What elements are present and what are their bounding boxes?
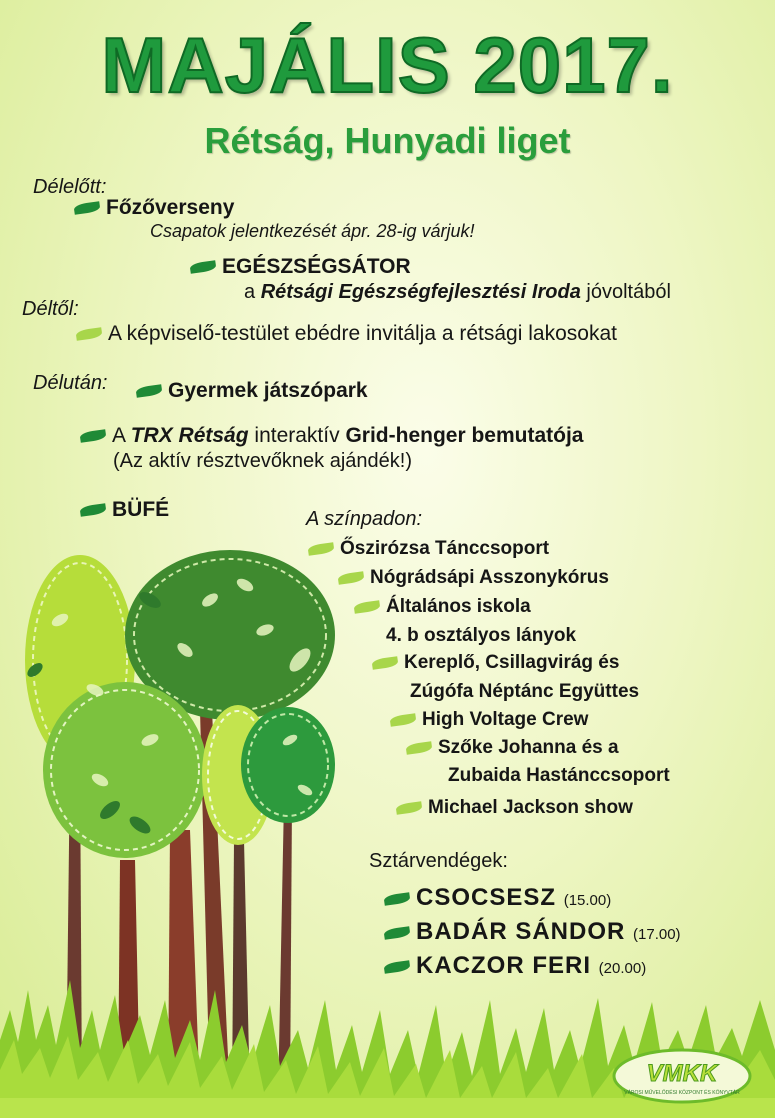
- leaf-bullet-icon: [79, 430, 106, 444]
- program-item-playground: [136, 379, 368, 403]
- page-subtitle: Rétság, Hunyadi liget: [204, 120, 571, 161]
- program-note-health-tent: [244, 281, 671, 304]
- stage-item-label: Kereplő, Csillagvirág és: [404, 652, 620, 673]
- logo-caption: VÁROSI MŰVELŐDÉSI KÖZPONT ÉS KÖNYVTÁR: [624, 1090, 740, 1096]
- stage-item-label: Michael Jackson show: [428, 797, 633, 818]
- vmkk-logo: [612, 1048, 752, 1104]
- note-text: a: [244, 281, 256, 303]
- program-item-label: EGÉSZSÉGSÁTOR: [222, 255, 411, 278]
- leaf-bullet-icon: [135, 385, 162, 399]
- star-guest-name: KACZOR FERI: [416, 952, 591, 979]
- leaf-bullet-icon: [389, 713, 416, 727]
- program-item-lunch: [76, 322, 617, 346]
- stage-item-label: Nógrádsápi Asszonykórus: [370, 567, 609, 588]
- stage-item-continued: Zubaida Hastánccsoport: [448, 765, 670, 786]
- leaf-bullet-icon: [383, 892, 410, 906]
- star-guest: [384, 884, 611, 912]
- stage-item-continued: 4. b osztályos lányok: [386, 625, 577, 646]
- leaf-bullet-icon: [395, 801, 422, 815]
- section-label-morning: Délelőtt:: [33, 176, 107, 198]
- trx-text: interaktív: [254, 424, 340, 447]
- leaf-bullet-icon: [405, 741, 432, 755]
- program-item-label: Gyermek játszópark: [168, 379, 368, 402]
- leaf-bullet-icon: [73, 202, 100, 216]
- program-item-label: A képviselő-testület ebédre invitálja a rétsági lakosokat: [108, 322, 617, 345]
- star-guest-name: BADÁR SÁNDOR: [416, 918, 626, 945]
- stage-item-label: Őszirózsa Tánccsoport: [340, 538, 550, 559]
- trx-demo: Grid-henger bemutatója: [345, 424, 584, 447]
- star-guest-time: (15.00): [563, 892, 612, 909]
- program-item-health-tent: [190, 255, 411, 279]
- leaf-bullet-icon: [189, 261, 216, 275]
- program-item-label: BÜFÉ: [112, 498, 170, 521]
- leaf-bullet-icon: [75, 328, 102, 342]
- leaf-bullet-icon: [79, 504, 106, 518]
- trx-text: A: [112, 424, 125, 447]
- trx-name: TRX Rétság: [130, 424, 249, 447]
- stage-item: [372, 652, 619, 674]
- stage-item-continued: Zúgófa Néptánc Együttes: [410, 681, 640, 702]
- organization-name: Rétsági Egészségfejlesztési Iroda: [260, 281, 581, 303]
- program-note-trx: (Az aktív résztvevőknek ajándék!): [113, 450, 413, 472]
- program-note-cooking: Csapatok jelentkezését ápr. 28-ig várjuk!: [150, 221, 475, 241]
- section-label-noon: Déltől:: [22, 298, 79, 320]
- section-label-stars: Sztárvendégek:: [369, 850, 508, 872]
- program-item-cooking: [74, 196, 234, 220]
- logo-text: VMKK: [646, 1060, 718, 1087]
- stage-item: [406, 737, 619, 759]
- note-text: jóvoltából: [586, 281, 671, 303]
- program-item-label: Főzőverseny: [106, 196, 235, 219]
- page-title: MAJÁLIS 2017.: [101, 21, 674, 109]
- stage-item: [354, 596, 531, 618]
- stage-item: [396, 797, 633, 819]
- star-guest-name: CSOCSESZ: [416, 884, 557, 911]
- section-label-afternoon: Délután:: [33, 372, 108, 394]
- stage-item: [390, 709, 588, 731]
- star-guest-time: (17.00): [633, 926, 681, 943]
- star-guest: [384, 918, 681, 946]
- stage-item-label: Szőke Johanna és a: [438, 737, 619, 758]
- star-guest-time: (20.00): [598, 960, 647, 977]
- section-label-stage: A színpadon:: [306, 508, 423, 530]
- program-item-trx: [80, 424, 583, 448]
- leaf-bullet-icon: [383, 926, 410, 940]
- program-item-buffet: [80, 498, 169, 522]
- stage-item-label: High Voltage Crew: [422, 709, 589, 730]
- stage-item-label: Általános iskola: [386, 596, 531, 617]
